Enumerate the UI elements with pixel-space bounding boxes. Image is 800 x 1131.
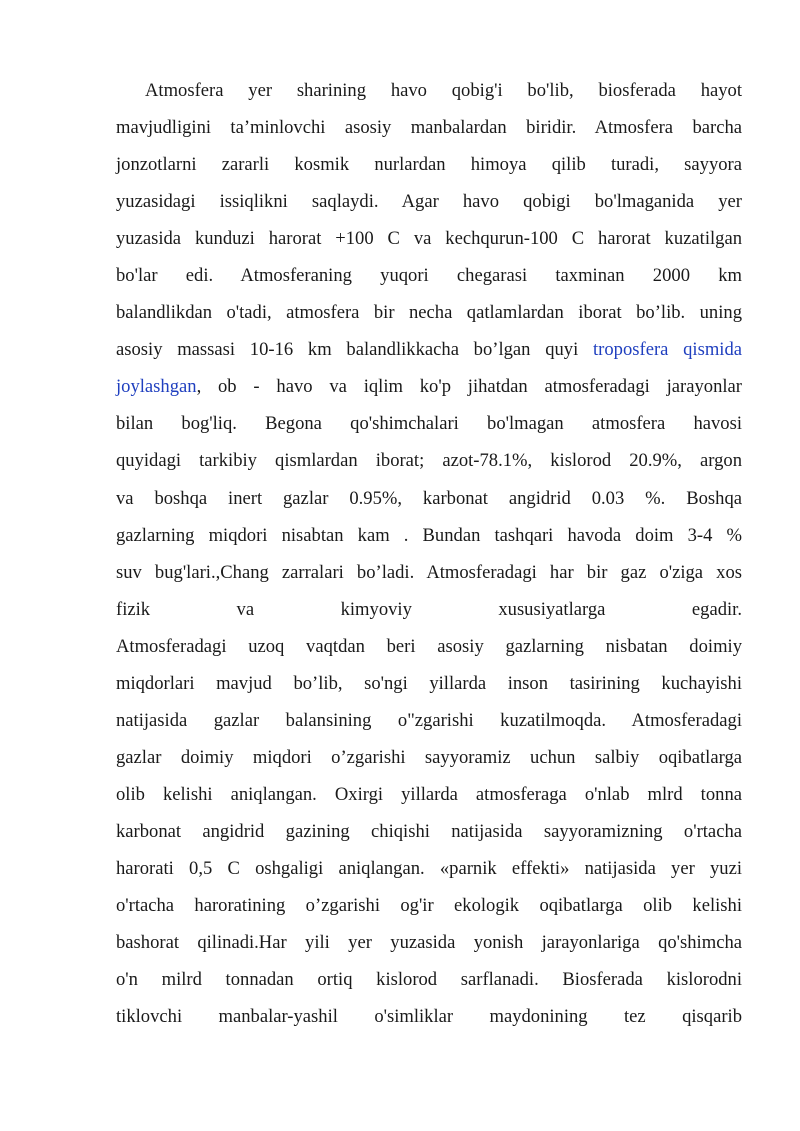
body-text (116, 72, 742, 1035)
text-line: yuzasidagi issiqlikni saqlaydi. Agar havo qobigi bo'lmaganida yer (116, 191, 742, 213)
text-line: natijasida gazlar balansining o"zgarishi kuzatilmoqda. Atmosferadagi (116, 709, 742, 731)
text-segment: , ob - havo va iqlim ko'p jihatdan atmosferadagi jarayonlar (196, 376, 742, 398)
text-line: jonzotlarni zararli kosmik nurlardan himoya qilib turadi, sayyora (116, 154, 742, 176)
text-line: gazlarning miqdori nisabtan kam . Bundan tashqari havoda doim 3-4 % (116, 524, 742, 546)
text-line (116, 368, 742, 405)
text-line: bilan bog'liq. Begona qo'shimchalari bo'lmagan atmosfera havosi (116, 413, 742, 435)
text-line: karbonat angidrid gazining chiqishi natijasida sayyoramizning o'rtacha (116, 820, 742, 842)
troposfera-link-part1[interactable]: troposfera qismida (593, 339, 743, 361)
text-line: bo'lar edi. Atmosferaning yuqori chegarasi taxminan 2000 km (116, 265, 742, 287)
text-segment: asosiy massasi 10-16 km balandlikkacha bo’lgan quyi (116, 339, 594, 361)
text-line: harorati 0,5 C oshgaligi aniqlangan. «parnik effekti» natijasida yer yuzi (116, 857, 742, 879)
text-line: Atmosfera yer sharining havo qobig'i bo'lib, biosferada hayot (145, 80, 742, 101)
text-line: suv bug'lari.,Chang zarralari bo’ladi. Atmosferadagi har bir gaz o'ziga xos (116, 561, 742, 583)
text-line: olib kelishi aniqlangan. Oxirgi yillarda atmosferaga o'nlab mlrd tonna (116, 783, 742, 805)
text-line: balandlikdan o'tadi, atmosfera bir necha qatlamlardan iborat bo’lib. uning (116, 302, 742, 324)
text-line: o'rtacha haroratining o’zgarishi og'ir ekologik oqibatlarga olib kelishi (116, 895, 742, 917)
troposfera-link-part2[interactable]: joylashgan (116, 376, 197, 398)
text-line: yuzasida kunduzi harorat +100 C va kechqurun-100 C harorat kuzatilgan (116, 228, 742, 250)
text-line: tiklovchi manbalar-yashil o'simliklar maydonining tez qisqarib (116, 1006, 742, 1028)
text-line (116, 331, 742, 368)
text-line: quyidagi tarkibiy qismlardan iborat; azot-78.1%, kislorod 20.9%, argon (116, 450, 742, 472)
text-line: mavjudligini ta’minlovchi asosiy manbalardan biridir. Atmosfera barcha (116, 117, 742, 139)
text-line: gazlar doimiy miqdori o’zgarishi sayyoramiz uchun salbiy oqibatlarga (116, 746, 742, 768)
text-line: va boshqa inert gazlar 0.95%, karbonat angidrid 0.03 %. Boshqa (116, 487, 742, 509)
text-line: Atmosferadagi uzoq vaqtdan beri asosiy gazlarning nisbatan doimiy (116, 635, 742, 657)
text-line: fizik va kimyoviy xususiyatlarga egadir. (116, 598, 742, 620)
text-line: bashorat qilinadi.Har yili yer yuzasida yonish jarayonlariga qo'shimcha (116, 932, 742, 954)
text-line: miqdorlari mavjud bo’lib, so'ngi yillarda inson tasirining kuchayishi (116, 672, 742, 694)
text-line: o'n milrd tonnadan ortiq kislorod sarflanadi. Biosferada kislorodni (116, 969, 742, 991)
